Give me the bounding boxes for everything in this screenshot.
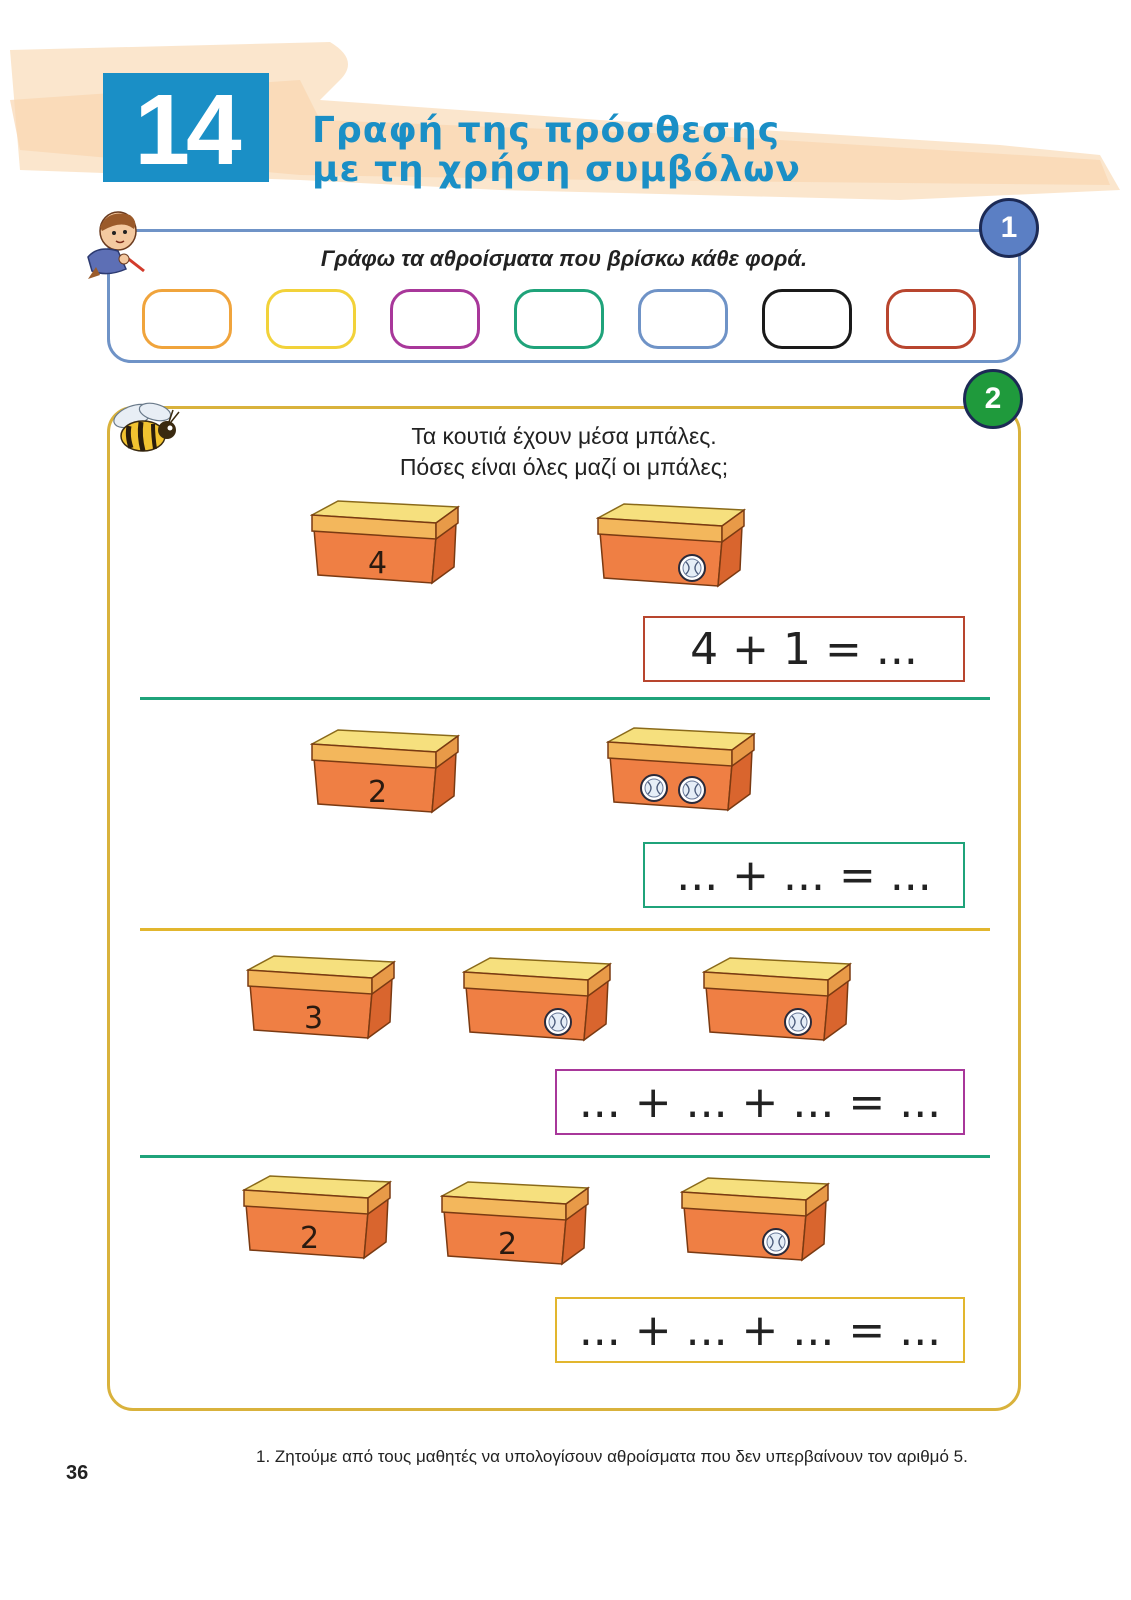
shoebox-illustration	[606, 722, 756, 812]
exercise1-badge: 1	[979, 198, 1039, 258]
answer-box-purple[interactable]	[390, 289, 480, 349]
lesson-title-line1: Γραφή της πρόσθεσης	[312, 110, 781, 151]
shoebox-illustration	[242, 1170, 392, 1260]
box-row3-1	[246, 950, 396, 1045]
exercise2-instruction-line1: Τα κουτιά έχουν μέσα μπάλες.	[411, 423, 717, 449]
lesson-number: 14	[134, 73, 238, 186]
equation-box-row3[interactable]: ... + ... + ... = ...	[555, 1069, 965, 1135]
shoebox-illustration	[680, 1172, 830, 1262]
box-number-label: 4	[368, 546, 388, 581]
box-number-label: 2	[368, 775, 388, 810]
shoebox-illustration	[246, 950, 396, 1040]
box-row4-1	[242, 1170, 392, 1265]
answer-box-orange[interactable]	[142, 289, 232, 349]
equation-box-row4[interactable]: ... + ... + ... = ...	[555, 1297, 965, 1363]
equation-box-row1[interactable]: 4 + 1 = ...	[643, 616, 965, 682]
row-separator-1	[140, 697, 990, 700]
box-row1-1	[310, 495, 460, 590]
lesson-title-line2: με τη χρήση συμβόλων	[312, 149, 801, 190]
baseball-icon	[785, 1009, 811, 1035]
box-number-label: 2	[498, 1227, 518, 1262]
shoebox-illustration	[596, 498, 746, 588]
baseball-icon	[679, 555, 705, 581]
box-number-label: 3	[304, 1001, 324, 1036]
row-separator-3	[140, 1155, 990, 1158]
box-row1-2	[596, 498, 746, 593]
page-number: 36	[66, 1462, 89, 1484]
shoebox-illustration	[462, 952, 612, 1042]
baseball-icon	[641, 775, 667, 801]
shoebox-illustration	[440, 1176, 590, 1266]
box-row2-1	[310, 724, 460, 819]
exercise2-instruction-line2: Πόσες είναι όλες μαζί οι μπάλες;	[399, 454, 729, 480]
answer-box-black[interactable]	[762, 289, 852, 349]
box-row3-3	[702, 952, 852, 1047]
box-row2-2	[606, 722, 756, 817]
answer-box-green[interactable]	[514, 289, 604, 349]
footnote: 1. Ζητούμε από τους μαθητές να υπολογίσουν αθροίσματα που δεν υπερβαίνουν τον αριθμό 5.	[256, 1447, 968, 1466]
row-separator-2	[140, 928, 990, 931]
lesson-number-box	[103, 73, 269, 186]
answer-box-yellow[interactable]	[266, 289, 356, 349]
exercise2-badge: 2	[963, 369, 1023, 429]
box-row4-2	[440, 1176, 590, 1271]
baseball-icon	[763, 1229, 789, 1255]
box-number-label: 2	[300, 1221, 320, 1256]
answer-box-blue[interactable]	[638, 289, 728, 349]
shoebox-illustration	[310, 724, 460, 814]
shoebox-illustration	[702, 952, 852, 1042]
box-row4-3	[680, 1172, 830, 1267]
baseball-icon	[679, 777, 705, 803]
box-row3-2	[462, 952, 612, 1047]
answer-box-red[interactable]	[886, 289, 976, 349]
equation-box-row2[interactable]: ... + ... = ...	[643, 842, 965, 908]
exercise1-instruction: Γράφω τα αθροίσματα που βρίσκω κάθε φορά.	[320, 246, 808, 271]
baseball-icon	[545, 1009, 571, 1035]
shoebox-illustration	[310, 495, 460, 585]
